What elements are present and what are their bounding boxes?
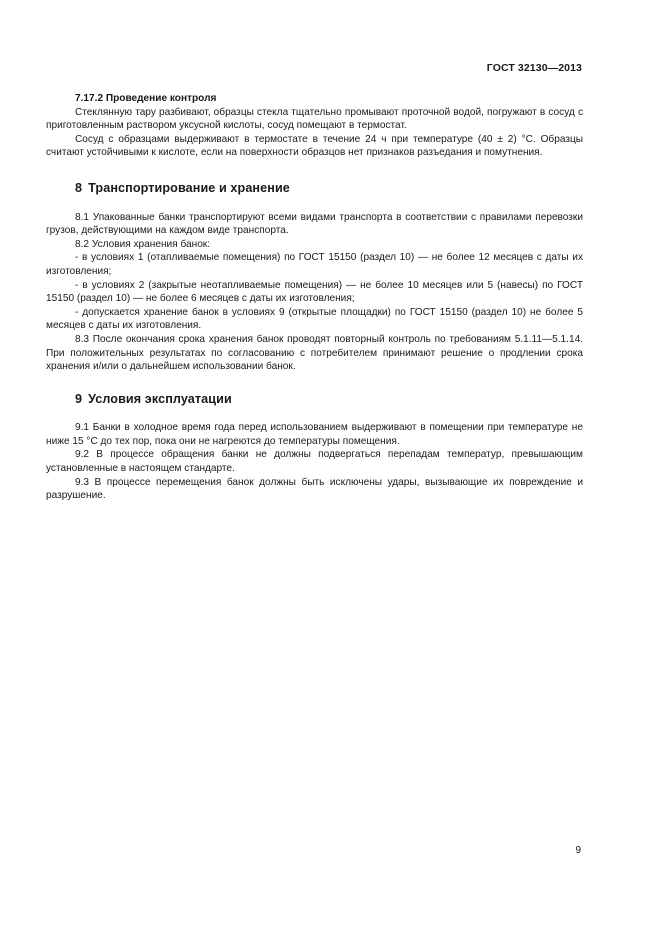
paragraph-9-1: 9.1 Банки в холодное время года перед использованием выдерживают в помещении при температуре не ниже 15 °С до тех пор, пока они не нагреются до температуры помещения. — [46, 422, 583, 447]
paragraph-7-17-2-2: Сосуд с образцами выдерживают в термостате в течение 24 ч при температуре (40 ± 2) °С. Образцы считают устойчивыми к кислоте, если на поверхности образцов нет признаков разъедания и помутнения. — [46, 133, 583, 159]
paragraph-9-3: 9.3 В процессе перемещения банок должны быть исключены удары, вызывающие их повреждение и разрушение. — [46, 476, 583, 502]
list-item: - в условиях 1 (отапливаемые помещения) по ГОСТ 15150 (раздел 10) — не более 12 месяцев с даты их изготовления; — [46, 252, 583, 277]
section-heading-9 — [46, 393, 583, 407]
document-body — [46, 92, 583, 503]
paragraph-8-3: 8.3 После окончания срока хранения банок проводят повторный контроль по требованиям 5.1.11—5.1.14. При положительных результатах по согласованию с потребителем принимают решение о продлении срока хранения и/или о дальнейшем использовании банок. — [46, 333, 583, 373]
paragraph-8-2: 8.2 Условия хранения банок: — [75, 238, 211, 250]
section-title: Транспортирование и хранение — [88, 180, 290, 195]
section-title: Условия эксплуатации — [88, 391, 232, 406]
subsection-heading-7-17-2: 7.17.2 Проведение контроля — [75, 93, 217, 104]
paragraph-9-2: 9.2 В процессе обращения банки не должны подвергаться перепадам температур, превышающим установленные в настоящем стандарте. — [46, 449, 583, 475]
section-heading-8 — [46, 182, 583, 196]
list-item: - в условиях 2 (закрытые неотапливаемые помещения) — не более 10 месяцев или 5 (навесы) по ГОСТ 15150 (раздел 10) — не более 6 месяцев с даты их изготовления; — [46, 279, 583, 305]
section-number: 8 — [75, 180, 83, 195]
document-code-header: ГОСТ 32130—2013 — [486, 62, 582, 74]
list-item: - допускается хранение банок в условиях 9 (открытые площадки) по ГОСТ 15150 (раздел 10) не более 5 месяцев с даты их изготовления. — [46, 306, 583, 332]
paragraph-8-1: 8.1 Упакованные банки транспортируют всеми видами транспорта в соответствии с правилами перевозки грузов, действующими на каждом виде транспорта. — [46, 211, 583, 237]
section-number: 9 — [75, 391, 83, 406]
paragraph-7-17-2-1: Стеклянную тару разбивают, образцы стекла тщательно промывают проточной водой, погружают в сосуд с приготовленным раствором уксусной кислоты, сосуд помещают в термостат. — [46, 106, 583, 132]
page-number: 9 — [575, 845, 581, 856]
